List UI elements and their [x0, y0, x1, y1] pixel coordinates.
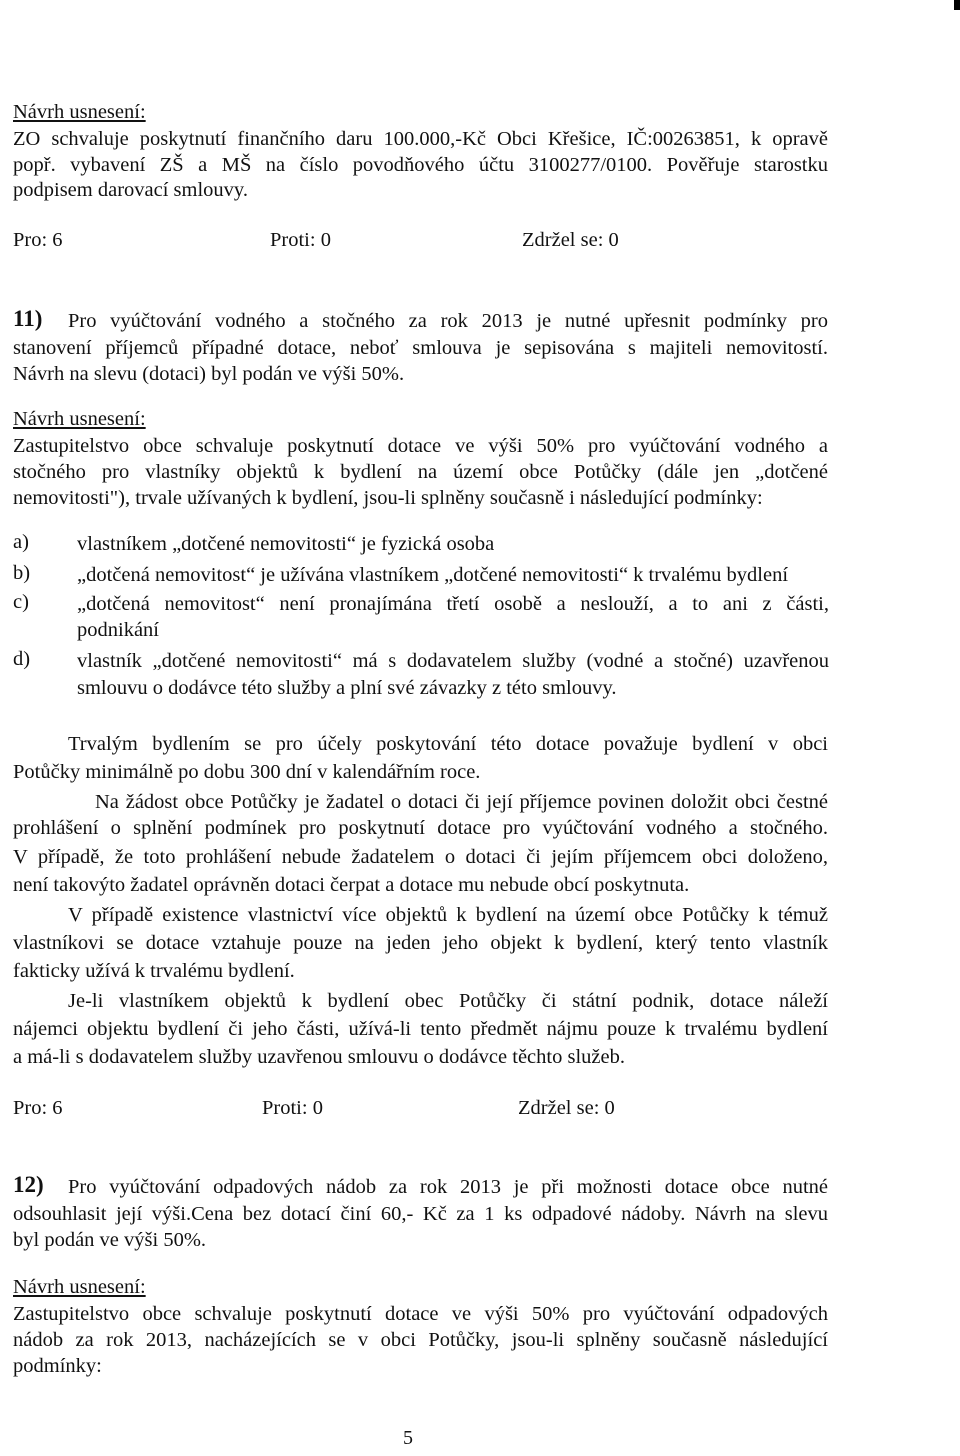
condition-d-line-2: smlouvu o dodávce této služby a plní své závazky z této smlouvy. — [77, 677, 617, 699]
s10-line-3: podpisem darovací smlouvy. — [13, 179, 248, 201]
s12-intro-2: odsouhlasit její výši.Cena bez dotací činí 60,- Kč za 1 ks odpadové nádoby. Návrh na slevu — [13, 1203, 828, 1225]
para2-line-4: není takovýto žadatel oprávněn dotaci čerpat a dotace mu nebude obcí poskytnuta. — [13, 874, 690, 896]
scan-edge-mark — [954, 0, 960, 10]
s12-number: 12) — [13, 1172, 44, 1197]
s11-heading: Návrh usnesení: — [13, 408, 146, 430]
s10-vote-proti: Proti: 0 — [270, 229, 331, 251]
para3-line-3: fakticky užívá k trvalému bydlení. — [13, 960, 295, 982]
s10-vote-zdrzel: Zdržel se: 0 — [522, 229, 619, 251]
para4-line-2: nájemci objektu bydlení či jeho části, užívá-li tento předmět nájmu pouze k trvalému bydlení — [13, 1018, 828, 1040]
condition-c-label: c) — [13, 591, 29, 613]
s11-res-2: stočného pro vlastníky objektů k bydlení na území obce Potůčky (dále jen „dotčené — [13, 461, 828, 483]
condition-b-label: b) — [13, 562, 31, 584]
s11-res-3: nemovitosti"), trvale užívaných k bydlení, jsou-li splněny současně i následující podmínky: — [13, 487, 763, 509]
para2-line-2: prohlášení o splnění podmínek pro poskytnutí dotace pro vyúčtování vodného a stočného. — [13, 817, 828, 839]
s12-intro-3: byl podán ve výši 50%. — [13, 1229, 207, 1251]
condition-a-label: a) — [13, 531, 29, 553]
para2-line-3: V případě, že toto prohlášení nebude žadatelem o dotaci či jejím příjemcem obci doloženo, — [13, 846, 828, 868]
s11-intro-1: Pro vyúčtování vodného a stočného za rok 2013 je nutné upřesnit podmínky pro — [68, 310, 828, 332]
condition-d-label: d) — [13, 648, 31, 670]
s11-vote-proti: Proti: 0 — [262, 1097, 323, 1119]
s12-res-1: Zastupitelstvo obce schvaluje poskytnutí dotace ve výši 50% pro vyúčtování odpadových — [13, 1303, 828, 1325]
para3-line-2: vlastníkovi se dotace vztahuje pouze na jeden jeho objekt k bydlení, který tento vlastník — [13, 932, 828, 954]
s12-heading: Návrh usnesení: — [13, 1276, 146, 1298]
para2-line-1: Na žádost obce Potůčky je žadatel o dotaci či její příjemce povinen doložit obci čestné — [95, 791, 828, 813]
s10-line-2: popř. vybavení ZŠ a MŠ na číslo povodňového účtu 3100277/0100. Pověřuje starostku — [13, 154, 828, 176]
page-number: 5 — [403, 1427, 413, 1449]
s10-line-1: ZO schvaluje poskytnutí finančního daru 100.000,-Kč Obci Křešice, IČ:00263851, k opravě — [13, 128, 828, 150]
para1-line-2: Potůčky minimálně po dobu 300 dní v kalendářním roce. — [13, 761, 481, 783]
s12-res-3: podmínky: — [13, 1355, 102, 1377]
condition-c-line-2: podnikání — [77, 619, 159, 641]
para4-line-3: a má-li s dodavatelem služby uzavřenou smlouvu o dodávce těchto služeb. — [13, 1046, 625, 1068]
s11-number: 11) — [13, 306, 43, 331]
para4-line-1: Je-li vlastníkem objektů k bydlení obec Potůčky či státní podnik, dotace náleží — [68, 990, 828, 1012]
s11-intro-2: stanovení příjemců případné dotace, neboť smlouva je sepisována s majiteli nemovitostí. — [13, 337, 828, 359]
condition-b-text: „dotčená nemovitost“ je užívána vlastníkem „dotčené nemovitosti“ k trvalému bydlení — [77, 564, 789, 586]
condition-a-text: vlastníkem „dotčené nemovitosti“ je fyzická osoba — [77, 533, 495, 555]
s10-heading: Návrh usnesení: — [13, 101, 146, 123]
s12-res-2: nádob za rok 2013, nacházejících se v obci Potůčky, jsou-li splněny současně následující — [13, 1329, 828, 1351]
s11-res-1: Zastupitelstvo obce schvaluje poskytnutí dotace ve výši 50% pro vyúčtování vodného a — [13, 435, 828, 457]
s10-vote-pro: Pro: 6 — [13, 229, 63, 251]
s11-vote-pro: Pro: 6 — [13, 1097, 63, 1119]
s11-vote-zdrzel: Zdržel se: 0 — [518, 1097, 615, 1119]
s11-intro-3: Návrh na slevu (dotaci) byl podán ve výši 50%. — [13, 363, 405, 385]
condition-c-line-1: „dotčená nemovitost“ není pronajímána třetí osobě a neslouží, a to ani z části, — [77, 593, 829, 615]
condition-d-line-1: vlastník „dotčené nemovitosti“ má s dodavatelem služby (vodné a stočné) uzavřenou — [77, 650, 829, 672]
para1-line-1: Trvalým bydlením se pro účely poskytování této dotace považuje bydlení v obci — [68, 733, 828, 755]
para3-line-1: V případě existence vlastnictví více objektů k bydlení na území obce Potůčky k témuž — [68, 904, 828, 926]
s12-intro-1: Pro vyúčtování odpadových nádob za rok 2013 je při možnosti dotace obce nutné — [68, 1176, 828, 1198]
